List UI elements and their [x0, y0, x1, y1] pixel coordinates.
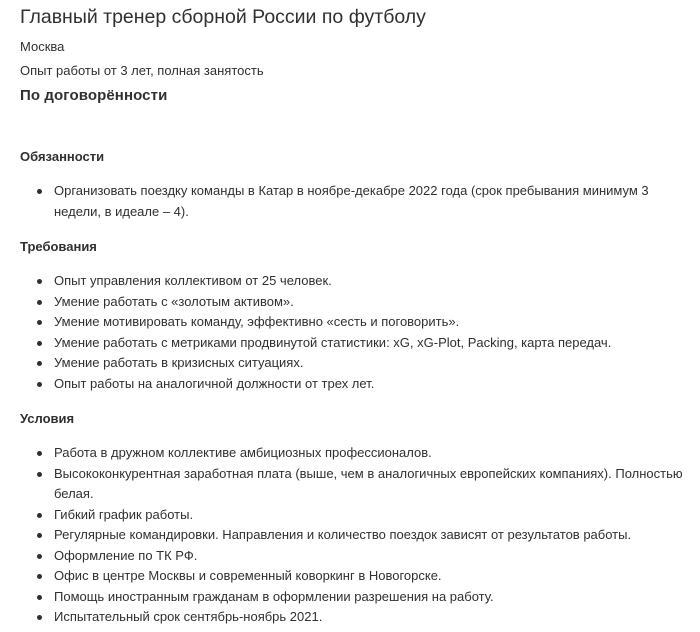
list-item: Умение мотивировать команду, эффективно «сесть и поговорить».	[20, 312, 692, 333]
list-item: Офис в центре Москвы и современный коворкинг в Новогорске.	[20, 566, 692, 587]
duties-list	[20, 181, 692, 222]
list-item: Высококонкурентная заработная плата (выше, чем в аналогичных европейских компаниях). Полностью белая.	[20, 464, 692, 505]
list-item: Помощь иностранным гражданам в оформлении разрешения на работу.	[20, 587, 692, 608]
list-item: Гибкий график работы.	[20, 505, 692, 526]
vacancy-city: Москва	[20, 39, 65, 54]
list-item: Умение работать с метриками продвинутой статистики: xG, xG-Plot, Packing, карта передач.	[20, 333, 692, 354]
list-item: Оформление по ТК РФ.	[20, 546, 692, 567]
list-item: Работа в дружном коллективе амбициозных профессионалов.	[20, 443, 692, 464]
section-requirements-title: Требования	[20, 239, 97, 254]
vacancy-card	[20, 0, 692, 628]
section-duties-title: Обязанности	[20, 149, 105, 164]
section-conditions-title: Условия	[20, 411, 75, 426]
list-item: Опыт работы на аналогичной должности от трех лет.	[20, 374, 692, 395]
list-item: Испытательный срок сентябрь-ноябрь 2021.	[20, 607, 692, 628]
vacancy-title: Главный тренер сборной России по футболу	[20, 6, 426, 28]
list-item: Умение работать в кризисных ситуациях.	[20, 353, 692, 374]
vacancy-experience: Опыт работы от 3 лет, полная занятость	[20, 63, 264, 78]
conditions-list	[20, 443, 692, 628]
list-item: Умение работать с «золотым активом».	[20, 292, 692, 313]
requirements-list	[20, 271, 692, 394]
list-item: Опыт управления коллективом от 25 человек.	[20, 271, 692, 292]
vacancy-salary: По договорённости	[20, 87, 168, 104]
list-item: Регулярные командировки. Направления и количество поездок зависят от результатов работы.	[20, 525, 692, 546]
list-item: Организовать поездку команды в Катар в ноябре-декабре 2022 года (срок пребывания минимум 3 недели, в идеале – 4).	[20, 181, 692, 222]
